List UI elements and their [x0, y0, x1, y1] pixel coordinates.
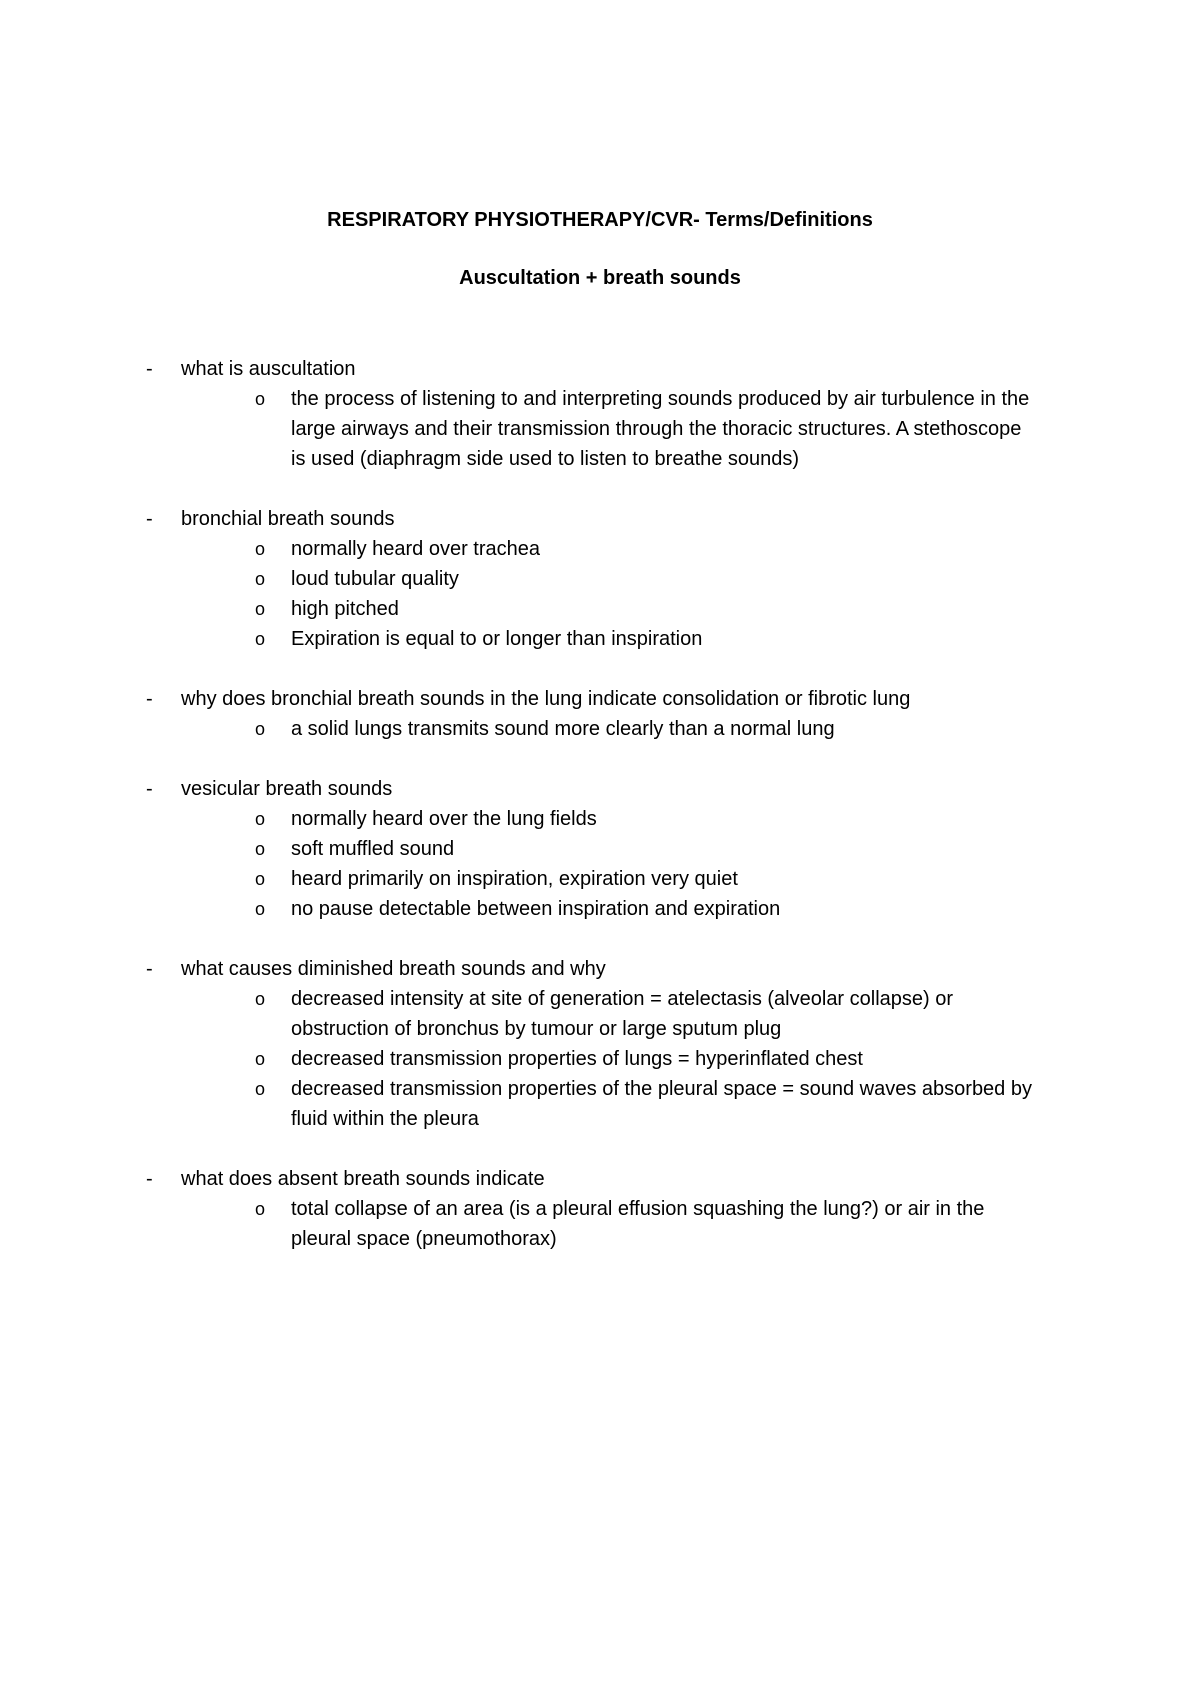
section	[0, 774, 1200, 924]
circle-bullet-icon: o	[255, 809, 266, 829]
circle-bullet-icon: o	[255, 599, 266, 619]
circle-bullet-icon: o	[255, 539, 266, 559]
dash-marker: -	[146, 1168, 153, 1190]
bullet-text: total collapse of an area (is a pleural effusion squashing the lung?) or air in the pleural space (pneumothorax)	[291, 1198, 985, 1250]
section-question-row	[0, 1164, 1200, 1194]
bullet-item	[0, 384, 1200, 474]
circle-bullet-icon: o	[255, 1199, 266, 1219]
dash-marker: -	[146, 358, 153, 380]
bullet-list	[0, 804, 1200, 924]
section	[0, 954, 1200, 1134]
bullet-item	[0, 894, 1200, 924]
section	[0, 354, 1200, 474]
section	[0, 504, 1200, 654]
bullet-item	[0, 864, 1200, 894]
section-question-row	[0, 684, 1200, 714]
bullet-item	[0, 834, 1200, 864]
circle-bullet-icon: o	[255, 389, 266, 409]
circle-bullet-icon: o	[255, 899, 266, 919]
circle-bullet-icon: o	[255, 719, 266, 739]
bullet-list	[0, 1194, 1200, 1254]
dash-marker: -	[146, 778, 153, 800]
bullet-text: loud tubular quality	[291, 568, 459, 590]
section	[0, 684, 1200, 744]
bullet-item	[0, 1194, 1200, 1254]
bullet-text: no pause detectable between inspiration and expiration	[291, 898, 781, 920]
bullet-item	[0, 1044, 1200, 1074]
section-question-row	[0, 504, 1200, 534]
bullet-text: Expiration is equal to or longer than inspiration	[291, 628, 703, 650]
section-question-row	[0, 774, 1200, 804]
bullet-item	[0, 534, 1200, 564]
circle-bullet-icon: o	[255, 869, 266, 889]
bullet-list	[0, 714, 1200, 744]
section-question: what is auscultation	[181, 358, 356, 380]
bullet-text: normally heard over trachea	[291, 538, 541, 560]
section	[0, 1164, 1200, 1254]
bullet-list	[0, 984, 1200, 1134]
document-subtitle: Auscultation + breath sounds	[459, 267, 741, 289]
bullet-item	[0, 594, 1200, 624]
bullet-text: heard primarily on inspiration, expiration very quiet	[291, 868, 738, 890]
bullet-list	[0, 534, 1200, 654]
bullet-text: normally heard over the lung fields	[291, 808, 597, 830]
section-question-row	[0, 954, 1200, 984]
bullet-item	[0, 1074, 1200, 1134]
circle-bullet-icon: o	[255, 1049, 266, 1069]
circle-bullet-icon: o	[255, 629, 266, 649]
bullet-list	[0, 384, 1200, 474]
bullet-text: decreased intensity at site of generation = atelectasis (alveolar collapse) or obstruction of bronchus by tumour or large sputum plug	[291, 988, 954, 1040]
dash-marker: -	[146, 958, 153, 980]
bullet-text: soft muffled sound	[291, 838, 455, 860]
section-question: bronchial breath sounds	[181, 508, 395, 530]
sections-container	[0, 354, 1200, 1284]
section-question: why does bronchial breath sounds in the lung indicate consolidation or fibrotic lung	[181, 688, 911, 710]
bullet-item	[0, 624, 1200, 654]
circle-bullet-icon: o	[255, 569, 266, 589]
bullet-item	[0, 804, 1200, 834]
bullet-text: a solid lungs transmits sound more clearly than a normal lung	[291, 718, 835, 740]
bullet-text: decreased transmission properties of lungs = hyperinflated chest	[291, 1048, 863, 1070]
section-question: vesicular breath sounds	[181, 778, 393, 800]
bullet-item	[0, 714, 1200, 744]
bullet-text: high pitched	[291, 598, 399, 620]
bullet-text: the process of listening to and interpreting sounds produced by air turbulence in the large airways and their transmission through the thoracic structures. A stethoscope is used (diaphragm side used to listen to breathe sounds)	[291, 388, 1030, 470]
circle-bullet-icon: o	[255, 989, 266, 1009]
document-title: RESPIRATORY PHYSIOTHERAPY/CVR- Terms/Definitions	[327, 209, 873, 231]
dash-marker: -	[146, 508, 153, 530]
bullet-item	[0, 984, 1200, 1044]
circle-bullet-icon: o	[255, 1079, 266, 1099]
dash-marker: -	[146, 688, 153, 710]
section-question: what causes diminished breath sounds and why	[181, 958, 606, 980]
section-question: what does absent breath sounds indicate	[181, 1168, 545, 1190]
circle-bullet-icon: o	[255, 839, 266, 859]
bullet-item	[0, 564, 1200, 594]
section-question-row	[0, 354, 1200, 384]
bullet-text: decreased transmission properties of the pleural space = sound waves absorbed by fluid within the pleura	[291, 1078, 1032, 1130]
